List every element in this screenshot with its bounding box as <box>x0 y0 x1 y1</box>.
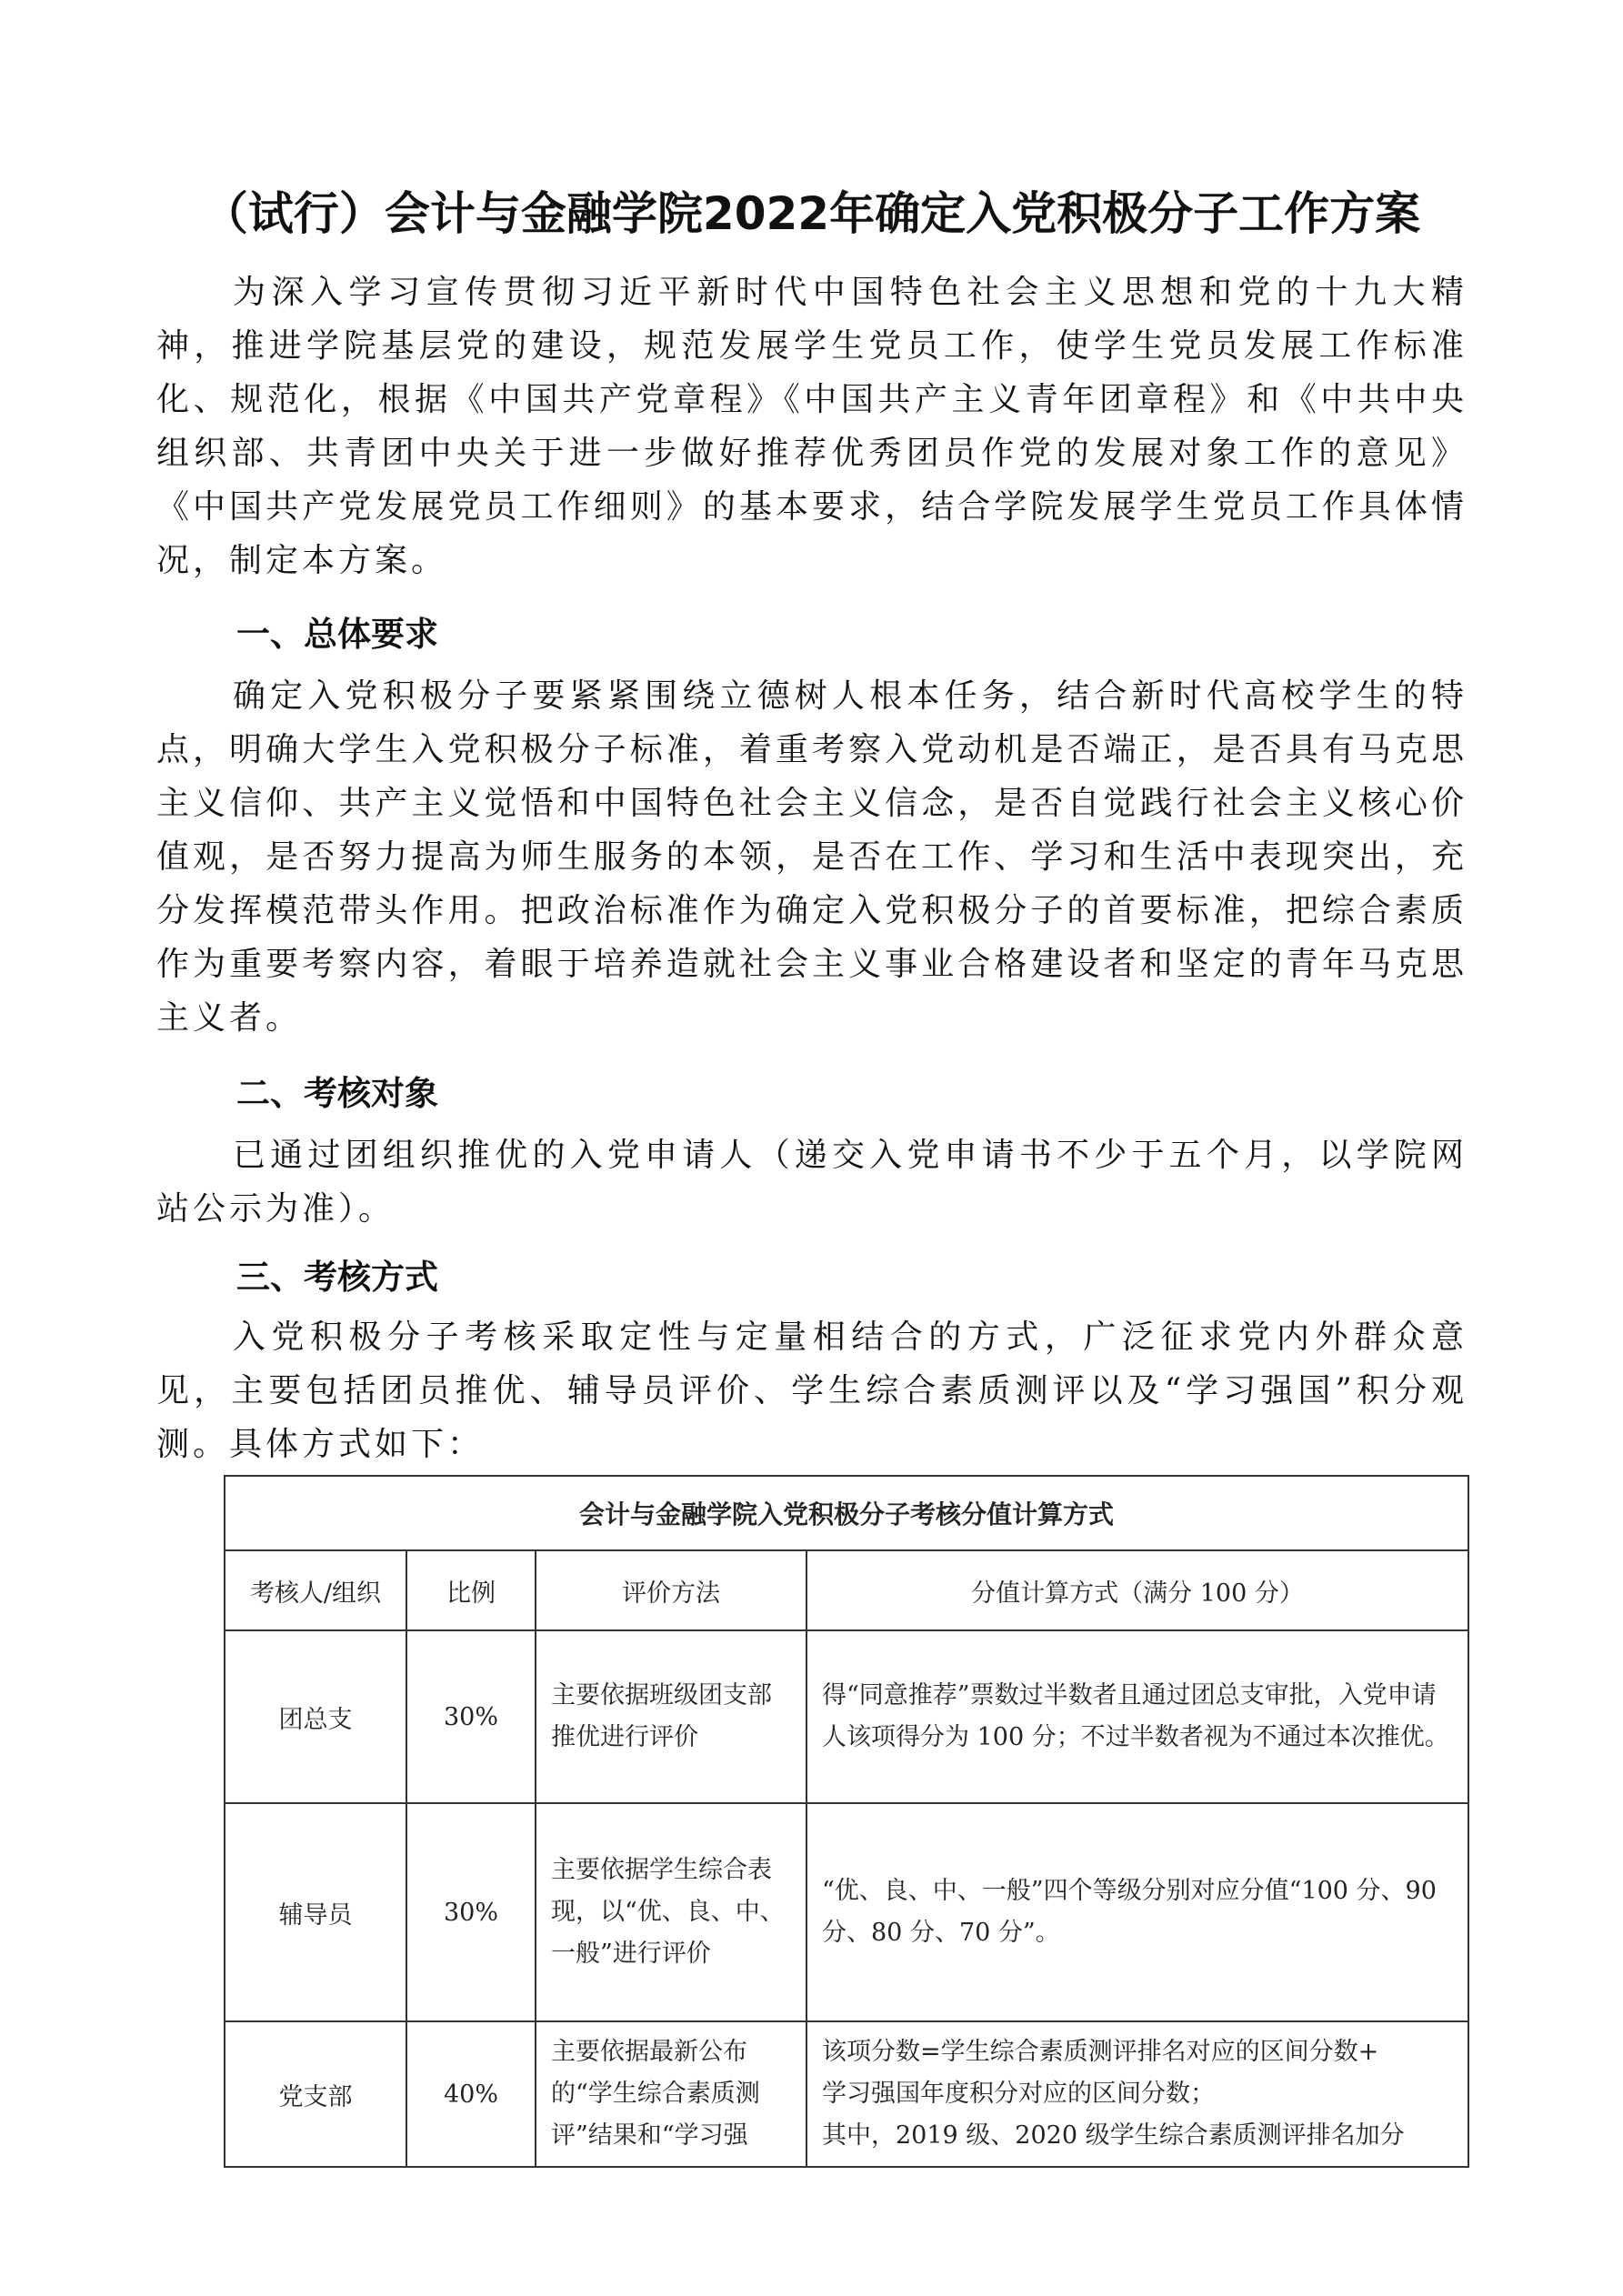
table-row <box>225 1803 1468 2021</box>
score-calculation-table <box>224 1475 1469 2168</box>
section-text-assessment-targets: 已通过团组织推优的入党申请人（递交入党申请书不少于五个月，以学院网站公示为准）。 <box>156 1137 1468 1228</box>
row-method: 主要依据班级团支部推优进行评价 <box>536 1630 806 1803</box>
calc-line: 其中，2019 级、2020 级学生综合素质测评排名加分 <box>822 2121 1405 2150</box>
row-assessor: 团总支 <box>225 1630 406 1803</box>
row-ratio: 30% <box>406 1803 536 2021</box>
header-assessor: 考核人/组织 <box>225 1550 406 1630</box>
header-calculation: 分值计算方式（满分 100 分） <box>806 1550 1468 1630</box>
section-heading-assessment-methods: 三、考核方式 <box>236 1258 438 1297</box>
calc-line: 学习强国年度积分对应的区间分数； <box>822 2080 1215 2108</box>
row-ratio: 40% <box>406 2021 536 2167</box>
calc-line: 该项分数=学生综合素质测评排名对应的区间分数+ <box>822 2038 1379 2066</box>
row-assessor: 党支部 <box>225 2021 406 2167</box>
header-ratio: 比例 <box>406 1550 536 1630</box>
document-title: （试行）会计与金融学院2022年确定入党积极分子工作方案 <box>202 187 1421 240</box>
section-heading-assessment-targets: 二、考核对象 <box>236 1074 438 1113</box>
header-method: 评价方法 <box>536 1550 806 1630</box>
row-calculation: 得“同意推荐”票数过半数者且通过团总支审批，入党申请人该项得分为 100 分；不过半数者视为不通过本次推优。 <box>806 1630 1468 1803</box>
row-method: 主要依据学生综合表现，以“优、良、中、一般”进行评价 <box>536 1803 806 2021</box>
row-ratio: 30% <box>406 1630 536 1803</box>
table-row <box>225 1630 1468 1803</box>
section-heading-general-requirements: 一、总体要求 <box>236 615 438 654</box>
table-row <box>225 2021 1468 2167</box>
table-caption: 会计与金融学院入党积极分子考核分值计算方式 <box>225 1476 1468 1550</box>
row-assessor: 辅导员 <box>225 1803 406 2021</box>
row-calculation: “优、良、中、一般”四个等级分别对应分值“100 分、90 分、80 分、70 分”。 <box>806 1803 1468 2021</box>
row-method: 主要依据最新公布的“学生综合素质测评”结果和“学习强 <box>536 2021 806 2167</box>
section-text-general-requirements: 确定入党积极分子要紧紧围绕立德树人根本任务，结合新时代高校学生的特点，明确大学生入党积极分子标准，着重考察入党动机是否端正，是否具有马克思主义信仰、共产主义觉悟和中国特色社会主义信念，是否自觉践行社会主义核心价值观，是否努力提高为师生服务的本领，是否在工作、学习和生活中表现突出，充分发挥模范带头作用。把政治标准作为确定入党积极分子的首要标准，把综合素质作为重要考察内容，着眼于培养造就社会主义事业合格建设者和坚定的青年马克思主义者。 <box>156 677 1468 1037</box>
section-text-assessment-methods: 入党积极分子考核采取定性与定量相结合的方式，广泛征求党内外群众意见，主要包括团员推优、辅导员评价、学生综合素质测评以及“学习强国”积分观测。具体方式如下： <box>156 1318 1468 1463</box>
row-calculation <box>806 2021 1468 2167</box>
intro-paragraph: 为深入学习宣传贯彻习近平新时代中国特色社会主义思想和党的十九大精神，推进学院基层党的建设，规范发展学生党员工作，使学生党员发展工作标准化、规范化，根据《中国共产党章程》《中国共产主义青年团章程》和《中共中央组织部、共青团中央关于进一步做好推荐优秀团员作党的发展对象工作的意见》《中国共产党发展党员工作细则》的基本要求，结合学院发展学生党员工作具体情况，制定本方案。 <box>156 274 1468 579</box>
table-header-row <box>225 1550 1468 1630</box>
